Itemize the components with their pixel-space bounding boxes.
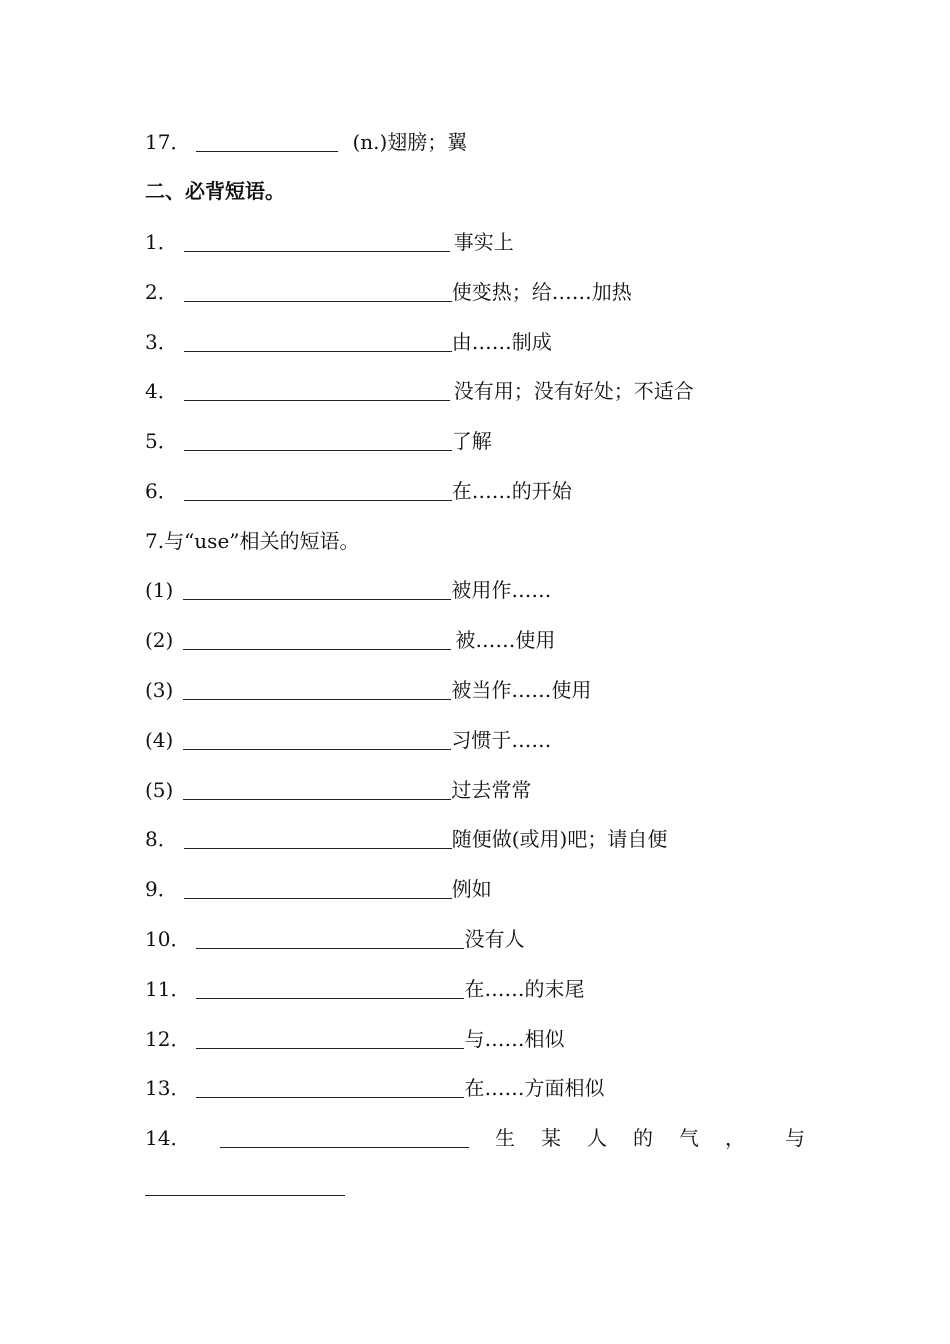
vocab-item-17 [145,126,467,156]
answer-blank[interactable] [183,777,451,800]
phrase-item-14 [145,1122,805,1152]
item-meaning: 使变热；给……加热 [451,280,632,304]
item-number: 6． [145,479,178,503]
item-number: (5) [145,778,174,802]
answer-blank[interactable] [183,677,451,700]
phrase-group-title: 7.与“use”相关的短语。 [145,529,360,553]
item-meaning: 由……制成 [451,330,552,354]
answer-blank[interactable] [220,1125,469,1148]
answer-blank[interactable] [184,279,452,302]
item-number: (2) [145,628,174,652]
item-meaning: 在……方面相似 [464,1076,605,1100]
section-heading: 二、必背短语。 [145,179,285,203]
answer-blank[interactable] [196,129,338,152]
item-number: (4) [145,728,174,752]
item-meaning: 了解 [451,429,492,453]
item-number: 4． [145,379,178,403]
answer-blank[interactable] [184,229,450,252]
meaning-char: 人 [587,1126,607,1150]
answer-blank[interactable] [196,1026,464,1049]
phrase-item [145,873,492,903]
answer-blank[interactable] [184,329,452,352]
item-number: 12． [145,1027,191,1051]
item-meaning: 与……相似 [464,1027,565,1051]
item-number: (1) [145,578,174,602]
answer-blank[interactable] [183,727,451,750]
item-meaning: 在……的开始 [451,479,572,503]
use-phrase-item [145,624,555,654]
meaning-char: ， [725,1126,745,1150]
item-meaning: 没有用；没有好处；不适合 [453,379,694,403]
item-meaning: 过去常常 [451,778,532,802]
item-meaning: 没有人 [464,927,525,951]
answer-blank[interactable] [196,1075,464,1098]
answer-blank[interactable] [183,577,451,600]
item-number: 5． [145,429,178,453]
answer-blank[interactable] [184,428,452,451]
use-phrase-item [145,774,531,804]
phrase-item [145,276,632,306]
item-number: 3． [145,330,178,354]
answer-blank[interactable] [184,378,450,401]
item-meaning: 随便做(或用)吧；请自便 [451,827,668,851]
phrase-item [145,425,492,455]
meaning-char: 某 [541,1126,561,1150]
phrase-item [145,923,524,953]
phrase-item [145,1023,564,1053]
answer-blank[interactable] [196,976,464,999]
item-number: 17． [145,130,191,154]
phrase-item [145,326,552,356]
answer-blank[interactable] [184,478,452,501]
item-meaning: 被……使用 [455,628,556,652]
use-phrase-item [145,674,591,704]
use-phrase-item [145,724,551,754]
item-meaning: 在……的末尾 [464,977,585,1001]
phrase-item [145,226,514,256]
item-number: 14． [145,1126,191,1150]
answer-blank[interactable] [183,627,451,650]
item-number: 10． [145,927,191,951]
phrase-item [145,375,694,405]
meaning-char: 与 [785,1126,805,1150]
item-meaning: 例如 [451,877,492,901]
item-meaning: 事实上 [453,230,514,254]
item-meaning: (n.)翅膀；翼 [352,130,468,154]
item-number: 11． [145,977,191,1001]
phrase-item [145,823,667,853]
answer-blank[interactable] [184,876,452,899]
answer-blank[interactable] [184,826,452,849]
phrase-item [145,1072,604,1102]
answer-blank[interactable] [196,926,464,949]
phrase-item-14-continuation [145,1170,345,1200]
phrase-item [145,973,584,1003]
use-phrase-item [145,574,551,604]
item-number: 2． [145,280,178,304]
item-number: 1． [145,230,178,254]
item-meaning: 习惯于…… [451,728,552,752]
item-number: 9． [145,877,178,901]
item-number: 8． [145,827,178,851]
item-number: (3) [145,678,174,702]
item-number: 13． [145,1076,191,1100]
meaning-char: 气 [679,1126,699,1150]
meaning-char: 的 [633,1126,653,1150]
item-meaning: 被用作…… [451,578,552,602]
phrase-item [145,475,572,505]
answer-blank[interactable] [145,1173,345,1196]
item-meaning: 被当作……使用 [451,678,592,702]
meaning-char: 生 [495,1126,515,1150]
